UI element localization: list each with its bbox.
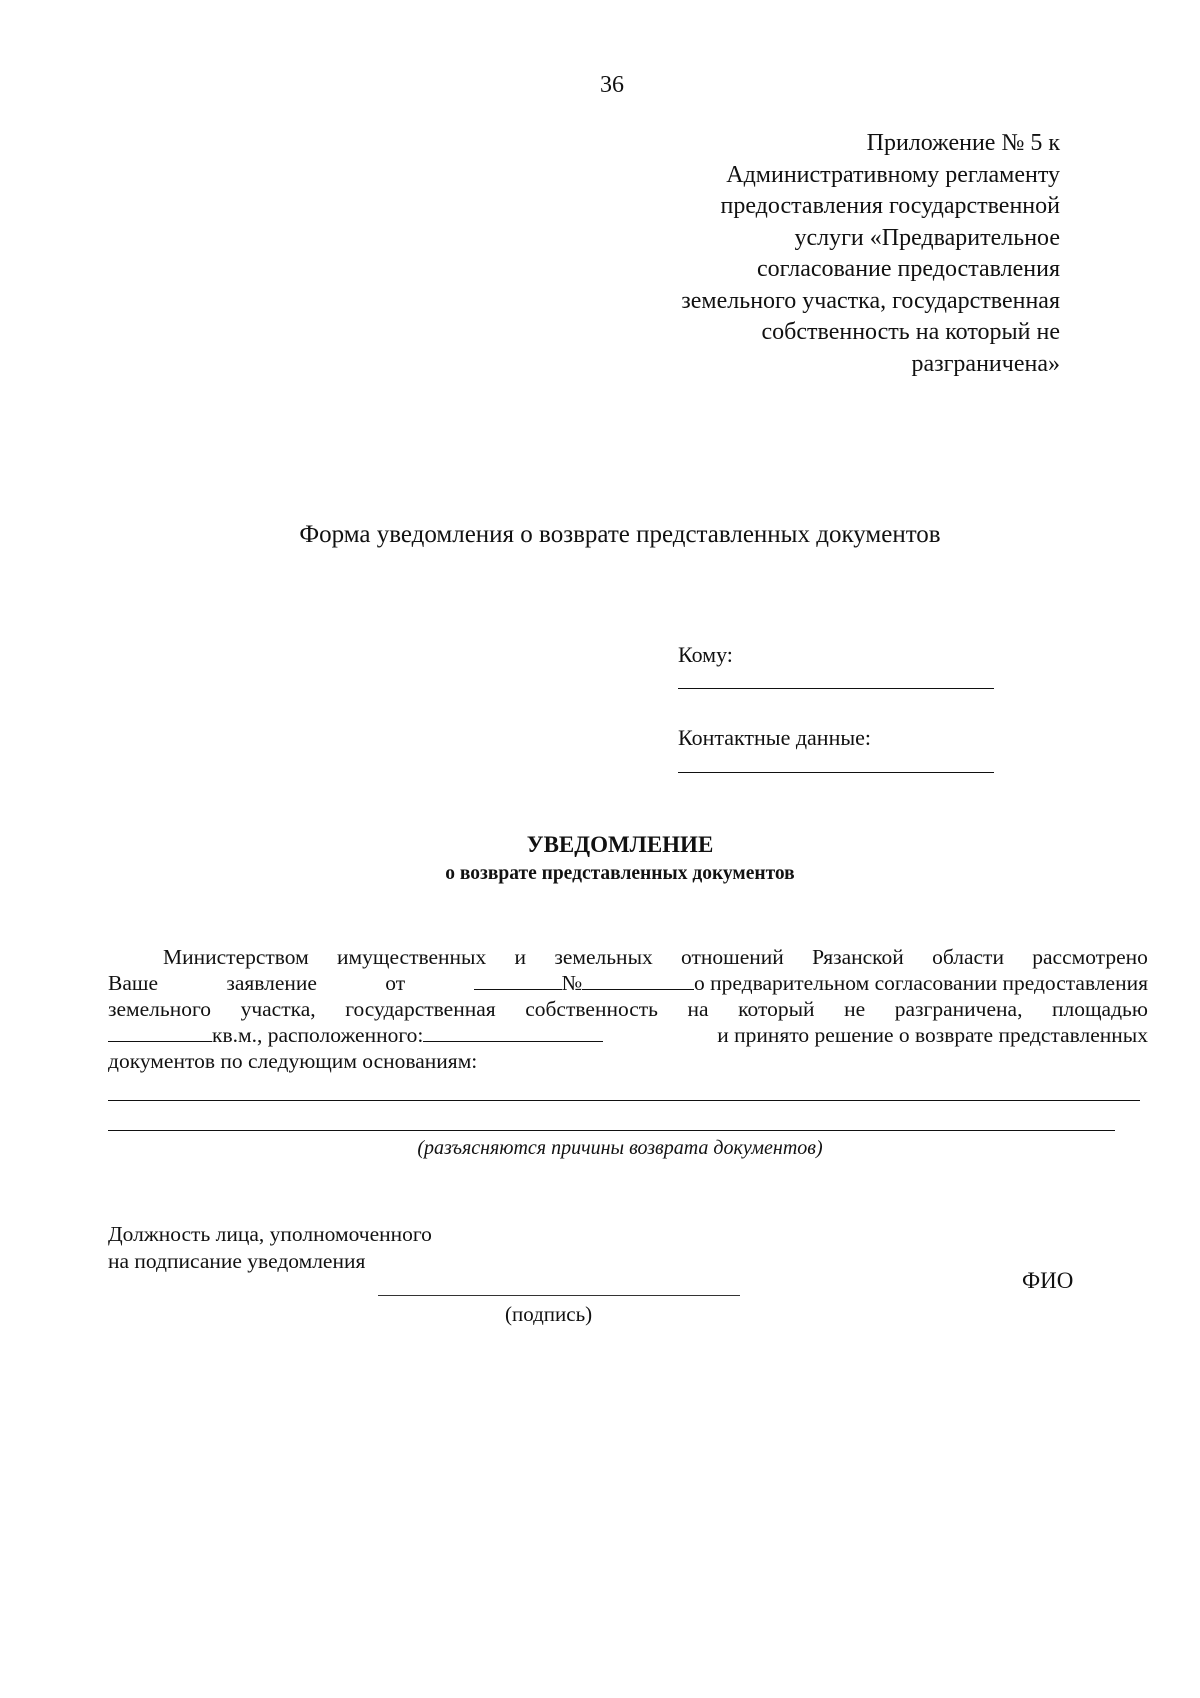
word: разграничена, — [894, 997, 1023, 1021]
word: области — [932, 945, 1004, 969]
appendix-line: Приложение № 5 к — [866, 130, 1060, 156]
word: Рязанской — [812, 945, 904, 969]
position-line-2: на подписание уведомления — [108, 1249, 366, 1273]
word: участка, — [240, 997, 316, 1021]
word: о предварительном согласовании предоставления — [694, 971, 1148, 995]
word: от — [385, 971, 406, 995]
reason-field-line-1[interactable] — [108, 1100, 1140, 1101]
fio-label: ФИО — [1022, 1268, 1074, 1293]
contact-label: Контактные данные: — [678, 725, 871, 750]
word: земельных — [554, 945, 653, 969]
contact-field[interactable] — [678, 772, 994, 773]
appendix-line: согласование предоставления — [756, 256, 1060, 282]
word: рассмотрено — [1032, 945, 1148, 969]
recipient-label: Кому: — [678, 642, 733, 667]
body-line-2 — [108, 970, 1148, 996]
area-field[interactable] — [108, 1023, 212, 1042]
appendix-line: предоставления государственной — [720, 193, 1060, 219]
signature-field[interactable] — [378, 1295, 740, 1296]
body-line-5: документов по следующим основаниям: — [108, 1049, 478, 1073]
appendix-line: земельного участка, государственная — [681, 287, 1060, 314]
word: Ваше — [108, 971, 158, 995]
body-line-4 — [108, 1022, 1148, 1048]
application-date-field[interactable] — [474, 971, 562, 990]
word: заявление — [226, 971, 317, 995]
word: государственная — [345, 997, 496, 1021]
number-sign: № — [561, 971, 583, 995]
appendix-line: Административному регламенту — [726, 161, 1060, 188]
word: собственность — [525, 997, 658, 1021]
appendix-line: услуги «Предварительное — [794, 224, 1060, 251]
word: на — [687, 997, 709, 1021]
location-field[interactable] — [423, 1023, 603, 1042]
recipient-field[interactable] — [678, 688, 994, 689]
word: и принято решение о возврате представленных — [717, 1023, 1148, 1047]
word: не — [844, 997, 866, 1021]
area-address-group — [108, 1022, 603, 1048]
reason-field-line-2[interactable] — [108, 1130, 1115, 1131]
word: кв.м., расположенного: — [212, 1023, 424, 1047]
appendix-line: собственность на который не — [761, 319, 1060, 345]
notice-title: УВЕДОМЛЕНИЕ — [526, 832, 714, 857]
notice-subtitle: о возврате представленных документов — [445, 863, 795, 884]
application-number-field[interactable] — [582, 971, 694, 990]
page-number: 36 — [600, 72, 624, 98]
body-line-3 — [108, 996, 1148, 1022]
form-title: Форма уведомления о возврате представленных документов — [299, 521, 941, 548]
word: земельного — [108, 997, 212, 1021]
word: площадью — [1052, 997, 1148, 1021]
reason-caption: (разъясняются причины возврата документов) — [417, 1137, 823, 1159]
appendix-line: разграничена» — [911, 350, 1060, 377]
body-line-1 — [108, 944, 1148, 970]
word: и — [514, 945, 527, 969]
signature-caption: (подпись) — [505, 1302, 593, 1326]
application-date-number-group — [474, 970, 1148, 996]
notice-body — [108, 944, 1148, 1074]
signatory-position — [108, 1221, 432, 1275]
appendix-reference — [681, 128, 1060, 380]
word: который — [738, 997, 815, 1021]
word: отношений — [681, 945, 784, 969]
word: Министерством — [163, 945, 309, 969]
position-line-1: Должность лица, уполномоченного — [108, 1222, 432, 1246]
word: имущественных — [337, 945, 487, 969]
